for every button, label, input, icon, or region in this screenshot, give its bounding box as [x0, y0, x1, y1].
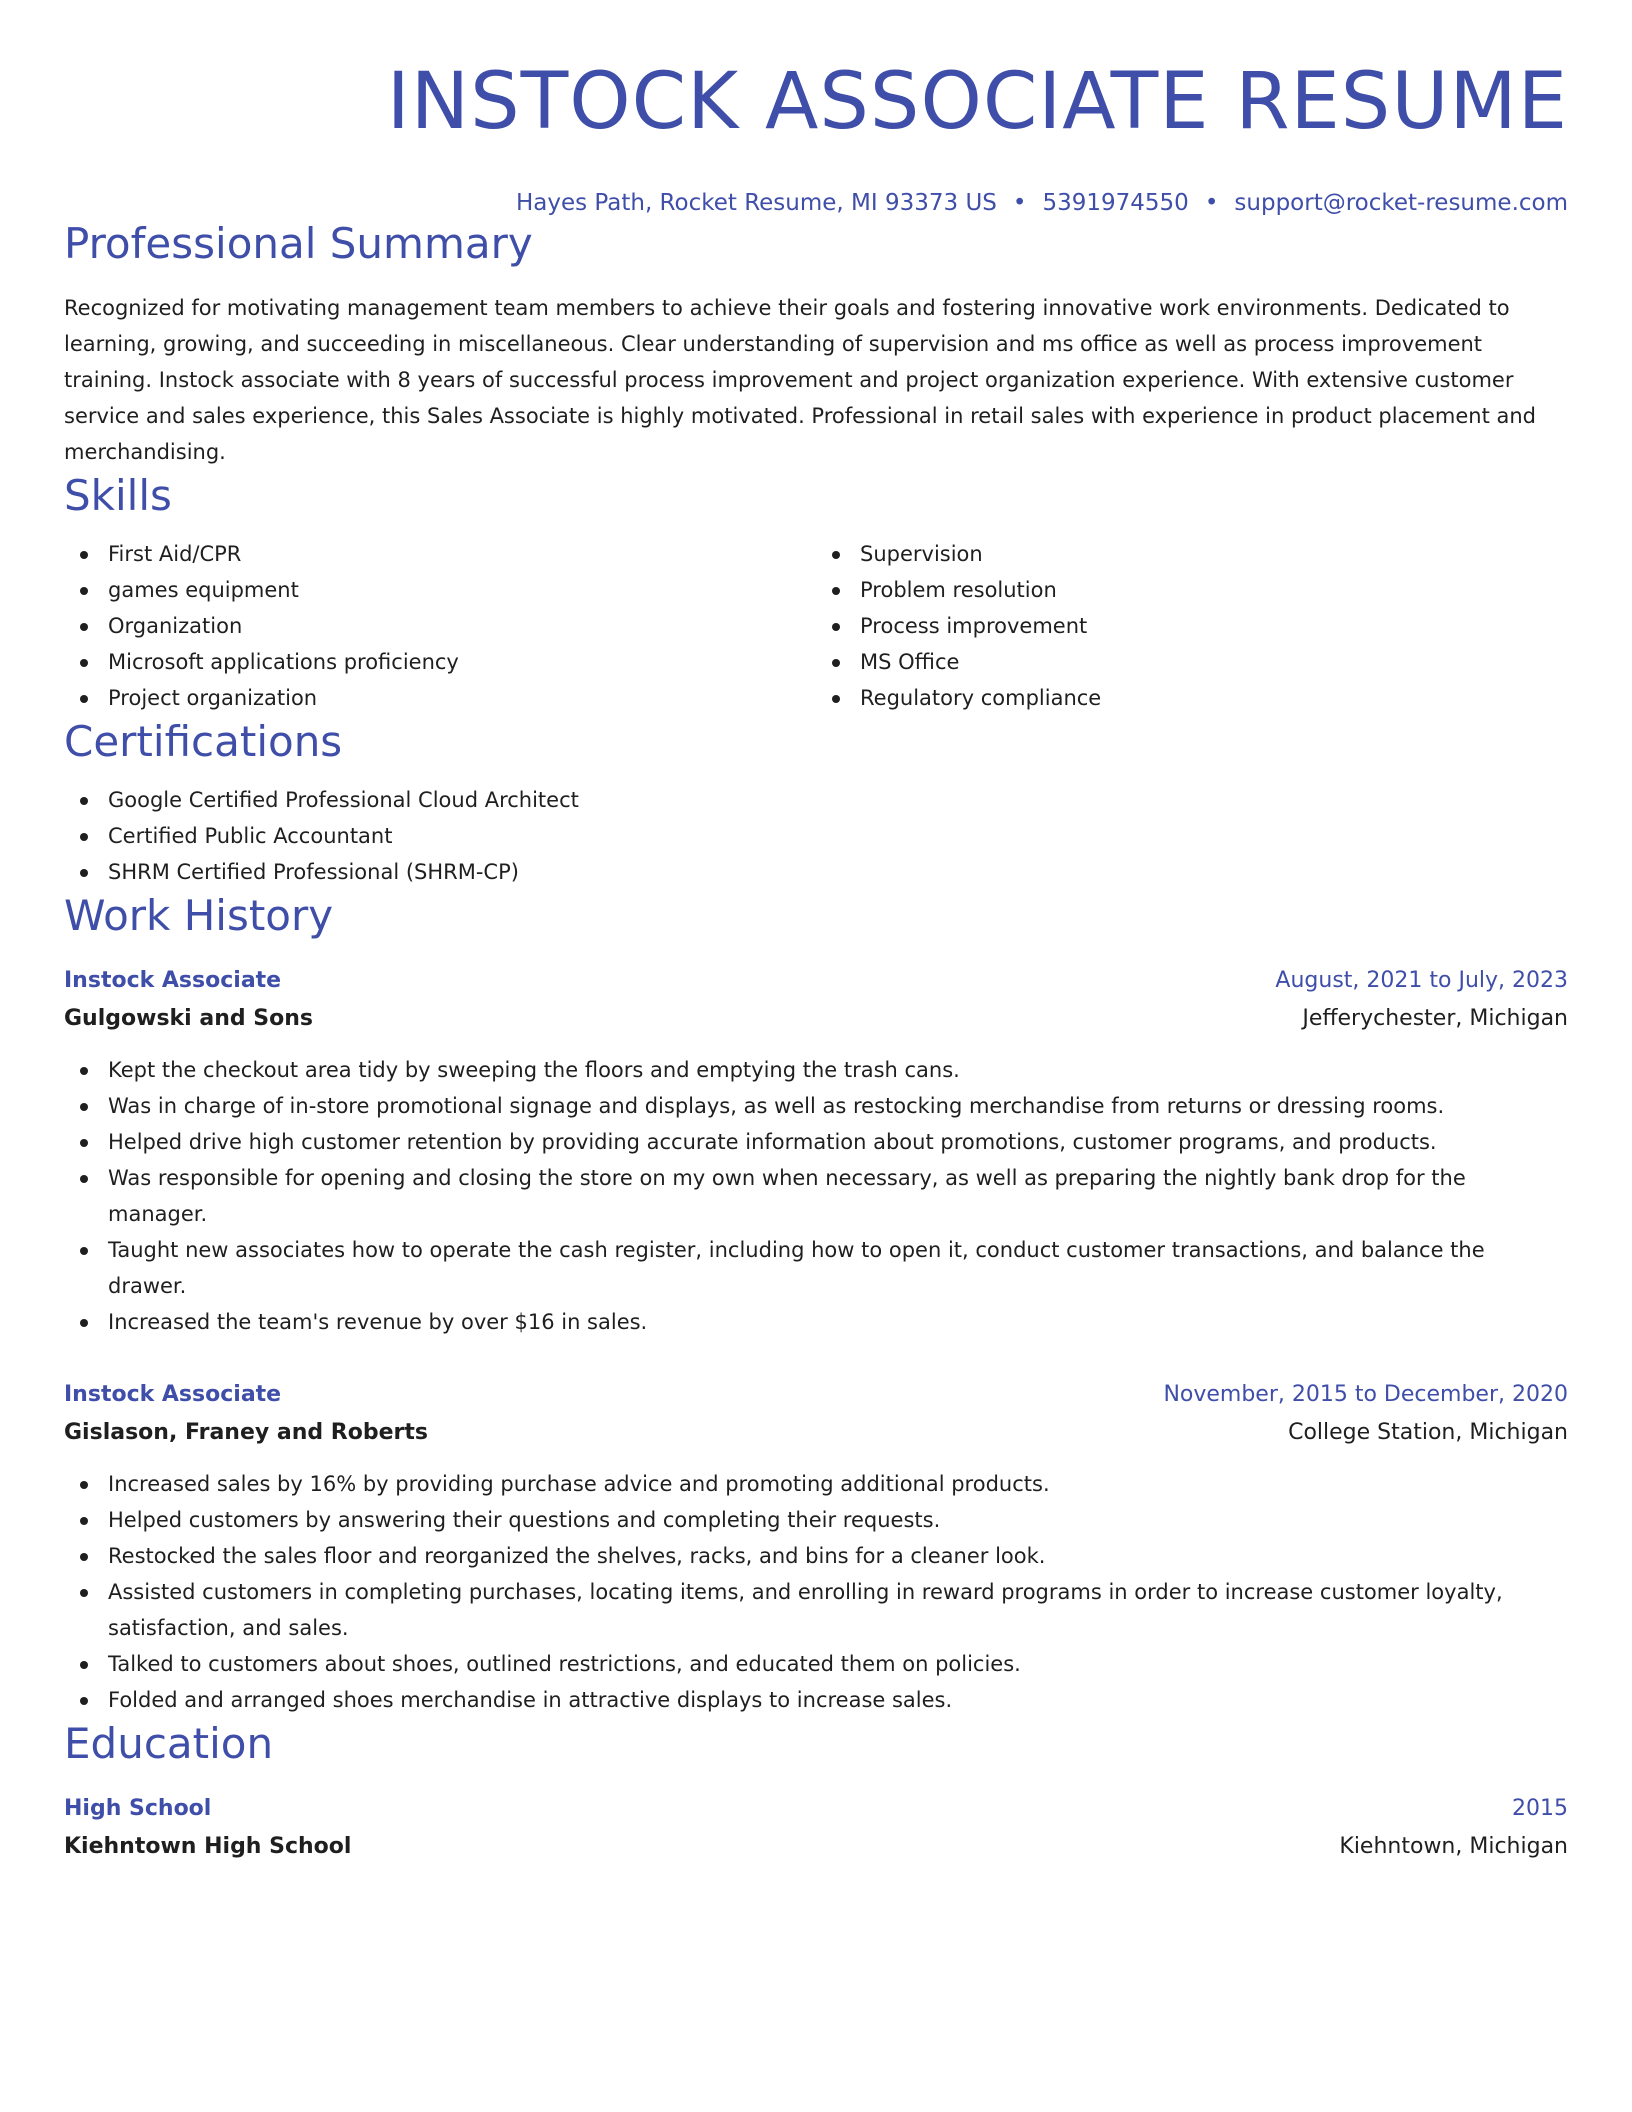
education-degree: High School [64, 1796, 212, 1821]
job-bullet: Taught new associates how to operate the cash register, including how to open it, conduct customer transactions, and balance the drawer. [64, 1232, 1568, 1304]
job-dates: August, 2021 to July, 2023 [1275, 968, 1568, 993]
contact-line [64, 188, 1568, 218]
education-entry [64, 1790, 1568, 1866]
job-title: Instock Associate [64, 968, 282, 993]
job-bullet: Increased sales by 16% by providing purchase advice and promoting additional products. [64, 1466, 1568, 1502]
certification-item: SHRM Certified Professional (SHRM-CP) [64, 854, 1568, 890]
job-bullet: Folded and arranged shoes merchandise in attractive displays to increase sales. [64, 1682, 1568, 1718]
skills-left-list [64, 536, 816, 716]
job-bullet: Talked to customers about shoes, outlined restrictions, and educated them on policies. [64, 1646, 1568, 1682]
skill-item: games equipment [64, 572, 816, 608]
job-entry [64, 962, 1568, 1340]
skill-item: Regulatory compliance [816, 680, 1568, 716]
contact-separator: • [1204, 190, 1219, 216]
education-school: Kiehntown High School [64, 1834, 352, 1859]
job-bullet: Kept the checkout area tidy by sweeping the floors and emptying the trash cans. [64, 1052, 1568, 1088]
job-bullet: Assisted customers in completing purchases, locating items, and enrolling in reward programs in order to increase customer loyalty, satisfaction, and sales. [64, 1574, 1568, 1646]
job-bullet: Increased the team's revenue by over $16 in sales. [64, 1304, 1568, 1340]
skill-item: Project organization [64, 680, 816, 716]
job-location: Jefferychester, Michigan [1302, 1006, 1568, 1031]
job-title: Instock Associate [64, 1382, 282, 1407]
skill-item: Microsoft applications proficiency [64, 644, 816, 680]
job-bullet: Helped drive high customer retention by providing accurate information about promotions, customer programs, and products. [64, 1124, 1568, 1160]
resume-title: INSTOCK ASSOCIATE RESUME [386, 57, 1568, 147]
certifications-list [64, 782, 1568, 890]
skill-item: Process improvement [816, 608, 1568, 644]
job-bullet: Was in charge of in-store promotional signage and displays, as well as restocking merchandise from returns or dressing rooms. [64, 1088, 1568, 1124]
job-bullets [64, 1052, 1568, 1340]
job-bullets [64, 1466, 1568, 1718]
job-entry [64, 1376, 1568, 1718]
work-history-heading: Work History [64, 891, 334, 940]
contact-separator: • [1012, 190, 1027, 216]
job-bullet: Was responsible for opening and closing the store on my own when necessary, as well as preparing the nightly bank drop for the manager. [64, 1160, 1568, 1232]
skill-item: Supervision [816, 536, 1568, 572]
job-bullet: Helped customers by answering their questions and completing their requests. [64, 1502, 1568, 1538]
skill-item: Problem resolution [816, 572, 1568, 608]
summary-text: Recognized for motivating management team members to achieve their goals and fostering innovative work environments. Dedicated to learning, growing, and succeeding in miscellaneous. Clear understanding of supervision and ms office as well as process improvement training. Instock associate with 8 years of successful process improvement and project organization experience. With extensive customer service and sales experience, this Sales Associate is highly motivated. Professional in retail sales with experience in product placement and merchandising. [64, 296, 1536, 464]
skill-item: First Aid/CPR [64, 536, 816, 572]
certification-item: Google Certified Professional Cloud Architect [64, 782, 1568, 818]
education-year: 2015 [1512, 1796, 1568, 1821]
job-company: Gulgowski and Sons [64, 1006, 314, 1031]
certifications-heading: Certifications [64, 717, 343, 766]
skills-heading: Skills [64, 471, 172, 520]
contact-email: support@rocket-resume.com [1234, 190, 1568, 216]
contact-address: Hayes Path, Rocket Resume, MI 93373 US [515, 190, 997, 216]
skill-item: MS Office [816, 644, 1568, 680]
certification-item: Certified Public Accountant [64, 818, 1568, 854]
job-location: College Station, Michigan [1288, 1420, 1568, 1445]
education-heading: Education [64, 1719, 274, 1768]
education-location: Kiehntown, Michigan [1339, 1834, 1568, 1859]
skill-item: Organization [64, 608, 816, 644]
job-dates: November, 2015 to December, 2020 [1163, 1382, 1568, 1407]
skills-right-list [816, 536, 1568, 716]
skills-columns [64, 536, 1568, 716]
job-company: Gislason, Franey and Roberts [64, 1420, 428, 1445]
summary-heading: Professional Summary [64, 219, 533, 268]
contact-phone: 5391974550 [1042, 190, 1189, 216]
job-bullet: Restocked the sales floor and reorganized the shelves, racks, and bins for a cleaner look. [64, 1538, 1568, 1574]
